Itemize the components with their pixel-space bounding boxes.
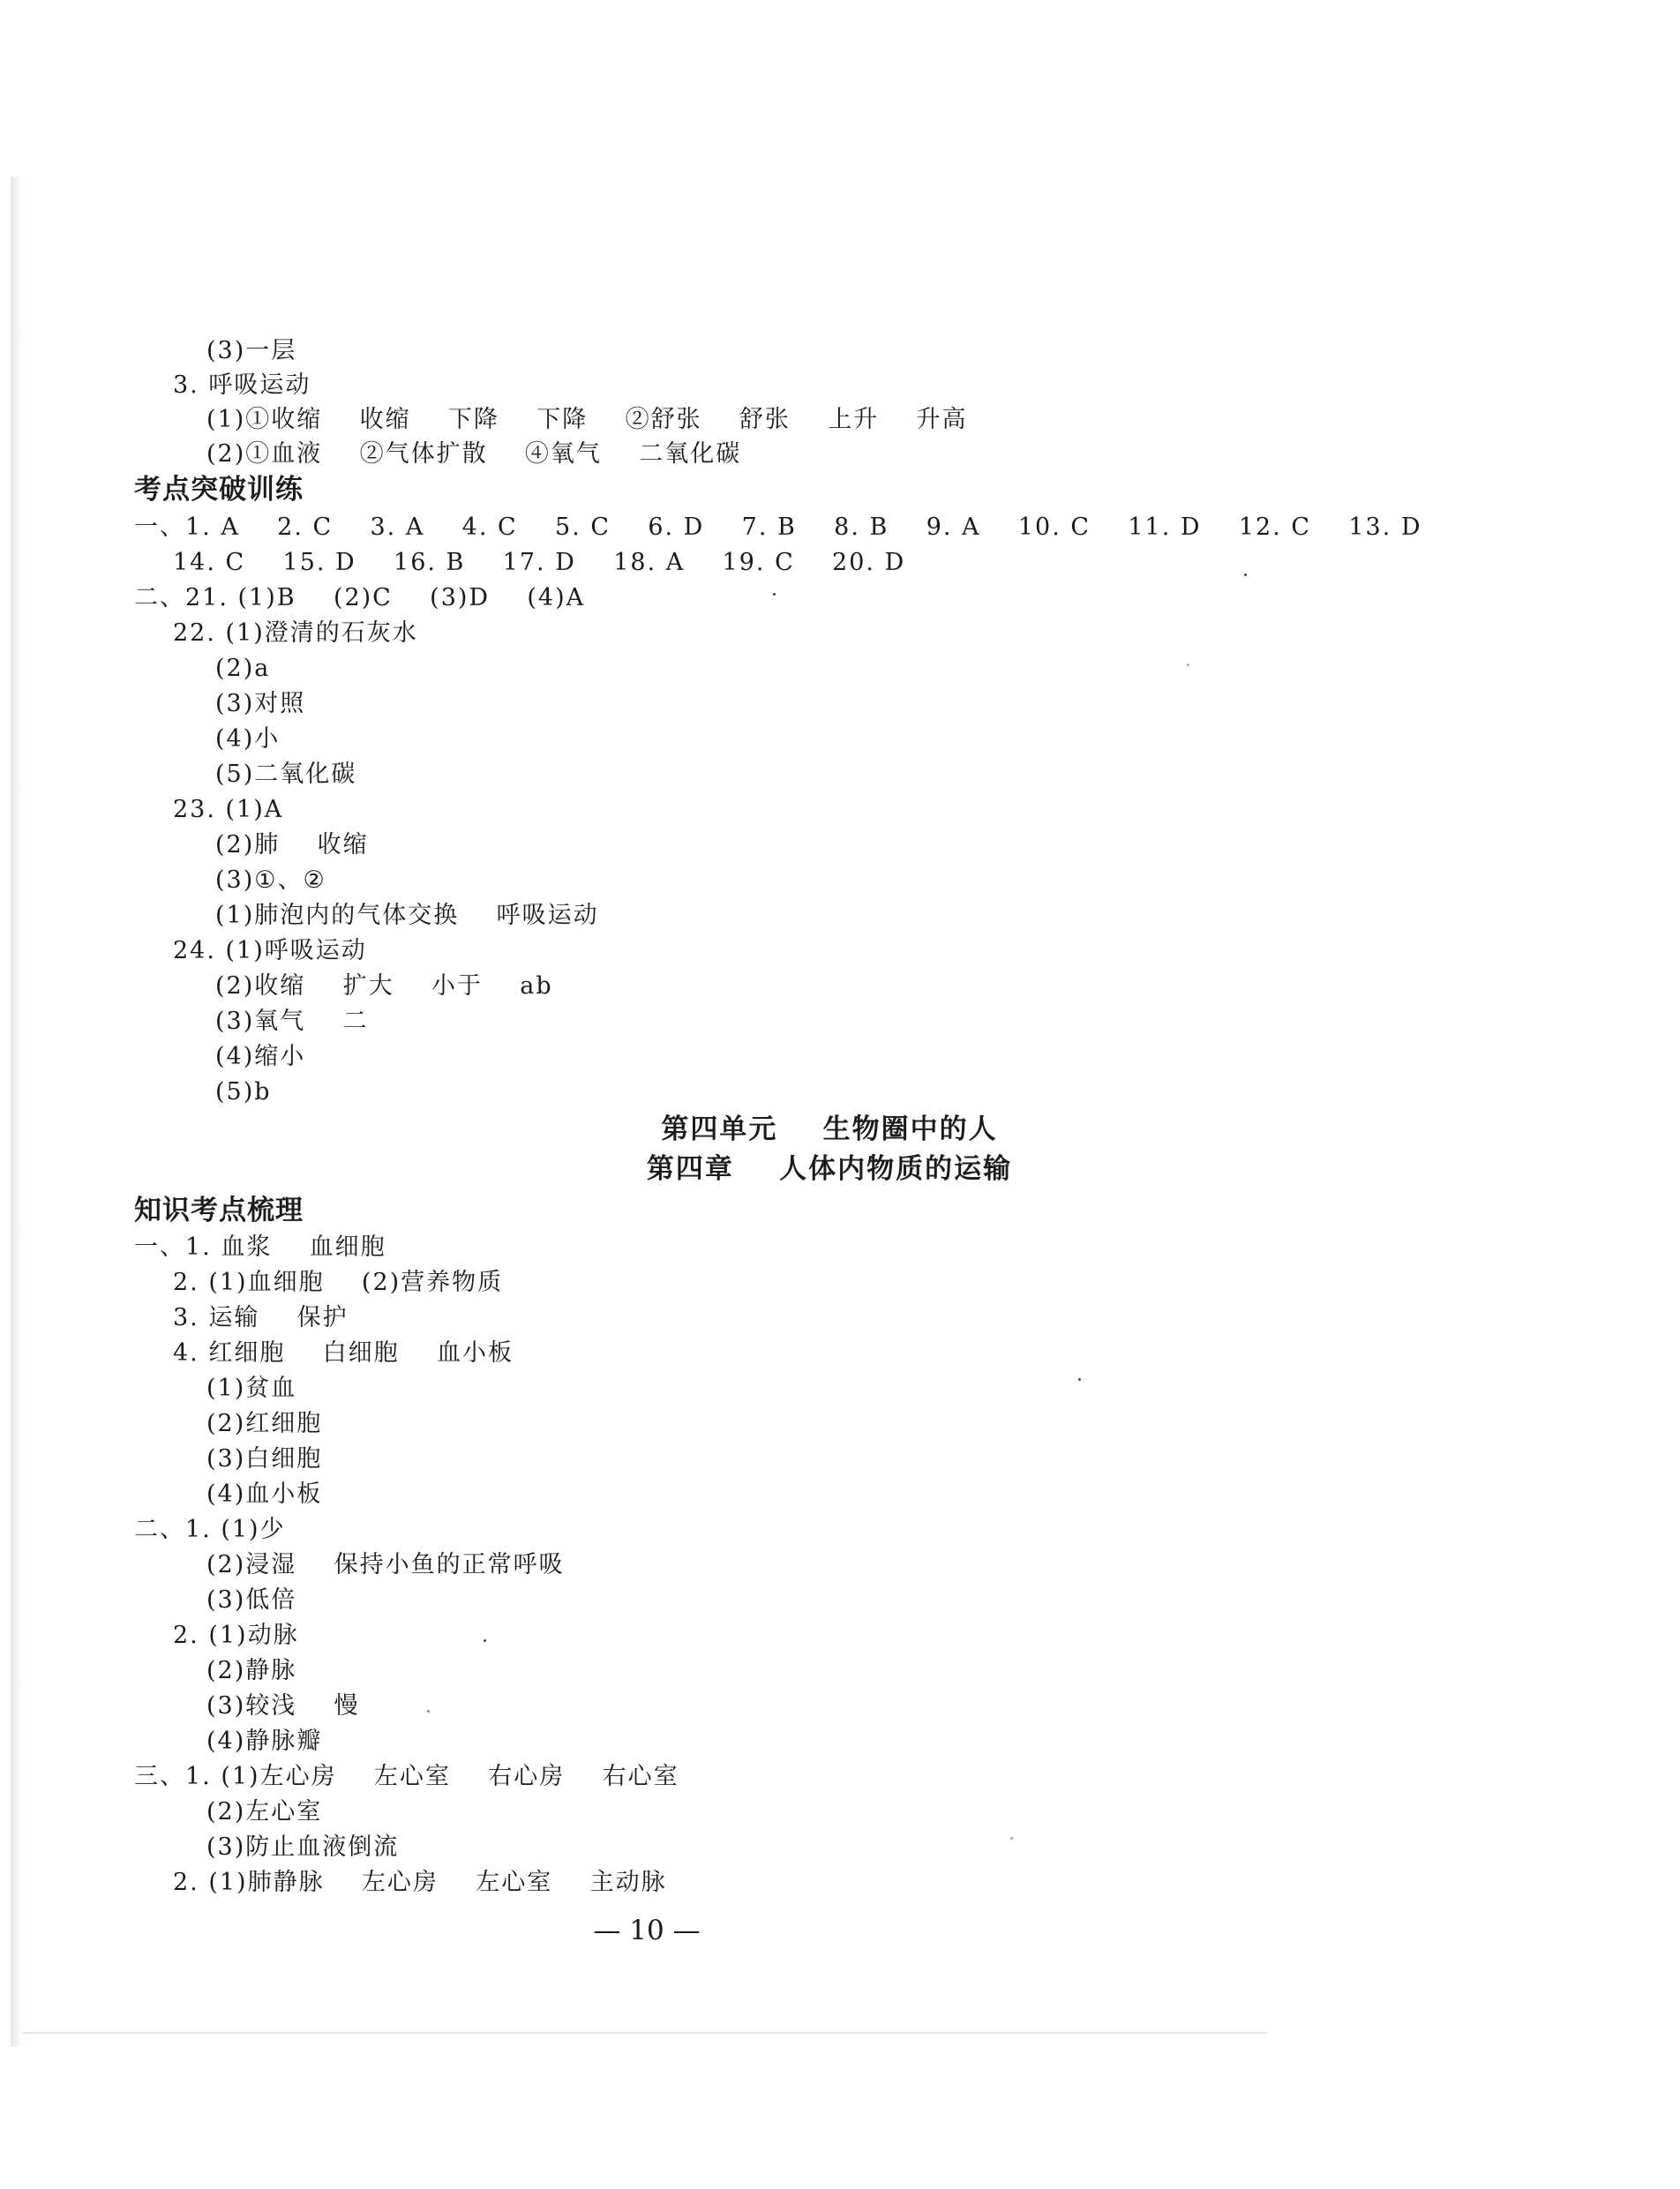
answer-line: (3)氧气 二 — [215, 1008, 369, 1035]
answer-line: (2)收缩 扩大 小于 ab — [215, 972, 553, 1000]
scan-speck — [427, 1710, 430, 1713]
answer-line: 2. (1)血细胞 (2)营养物质 — [173, 1269, 504, 1296]
scan-speck — [1244, 573, 1247, 576]
answer-line: (2)左心室 — [206, 1798, 323, 1825]
section-heading-practice: 考点突破训练 — [134, 474, 304, 506]
answer-line: 24. (1)呼吸运动 — [173, 937, 367, 964]
answer-line: 三、1. (1)左心房 左心室 右心房 右心室 — [134, 1763, 679, 1790]
answer-line: 二、1. (1)少 — [134, 1516, 286, 1543]
answer-line: (4)小 — [215, 725, 281, 753]
answer-line: (2)红细胞 — [206, 1410, 323, 1437]
answer-line: 23. (1)A — [173, 796, 284, 823]
answer-line: (4)缩小 — [215, 1043, 306, 1070]
answer-line: (3)①、② — [215, 866, 326, 894]
answer-line: 22. (1)澄清的石灰水 — [173, 619, 418, 647]
answer-line: 一、1. 血浆 血细胞 — [134, 1233, 386, 1261]
answer-line: (3)低倍 — [206, 1586, 297, 1614]
answer-line: (5)二氧化碳 — [215, 761, 357, 788]
section-heading-review: 知识考点梳理 — [134, 1195, 304, 1226]
page-number: — 10 — — [593, 1915, 701, 1946]
answer-line: (3)较浅 慢 — [206, 1692, 360, 1720]
answer-line: 14. C 15. D 16. B 17. D 18. A 19. C 20. D — [173, 549, 906, 576]
answer-line: 一、1. A 2. C 3. A 4. C 5. C 6. D 7. B 8. B 9. A 10. C 11. D 12. C 13. D — [134, 514, 1422, 541]
answer-line: (3)一层 — [206, 337, 297, 364]
answer-line: (2)a — [215, 655, 271, 682]
answer-line: (1)①收缩 收缩 下降 下降 ②舒张 舒张 上升 升高 — [206, 406, 968, 433]
answer-line: 二、21. (1)B (2)C (3)D (4)A — [134, 584, 586, 611]
answer-line: (1)肺泡内的气体交换 呼吸运动 — [215, 902, 599, 929]
scan-speck — [1010, 1837, 1013, 1840]
scan-speck — [773, 593, 776, 596]
answer-line: (3)白细胞 — [206, 1445, 323, 1473]
answer-line: (4)血小板 — [206, 1481, 323, 1508]
answer-line: 4. 红细胞 白细胞 血小板 — [173, 1339, 514, 1367]
chapter-title: 第四章 人体内物质的运输 — [646, 1153, 1013, 1185]
answer-line: (2)①血液 ②气体扩散 ④氧气 二氧化碳 — [206, 440, 742, 468]
answer-line: (3)防止血液倒流 — [206, 1833, 400, 1861]
answer-line: 2. (1)肺静脉 左心房 左心室 主动脉 — [173, 1869, 667, 1896]
answer-line: (2)肺 收缩 — [215, 831, 369, 858]
answer-line: (2)静脉 — [206, 1657, 297, 1684]
answer-line: 3. 呼吸运动 — [173, 371, 311, 399]
answer-line: 2. (1)动脉 — [173, 1622, 299, 1649]
unit-title: 第四单元 生物圈中的人 — [661, 1113, 998, 1145]
answer-line: (1)贫血 — [206, 1375, 297, 1402]
answer-line: (4)静脉瓣 — [206, 1728, 323, 1755]
scan-speck — [1187, 663, 1189, 666]
answer-line: 3. 运输 保护 — [173, 1304, 349, 1331]
scan-speck — [484, 1639, 486, 1642]
answer-line: (3)对照 — [215, 690, 306, 717]
answer-line: (2)浸湿 保持小鱼的正常呼吸 — [206, 1551, 565, 1578]
answer-line: (5)b — [215, 1078, 272, 1106]
scan-speck — [1078, 1378, 1081, 1381]
